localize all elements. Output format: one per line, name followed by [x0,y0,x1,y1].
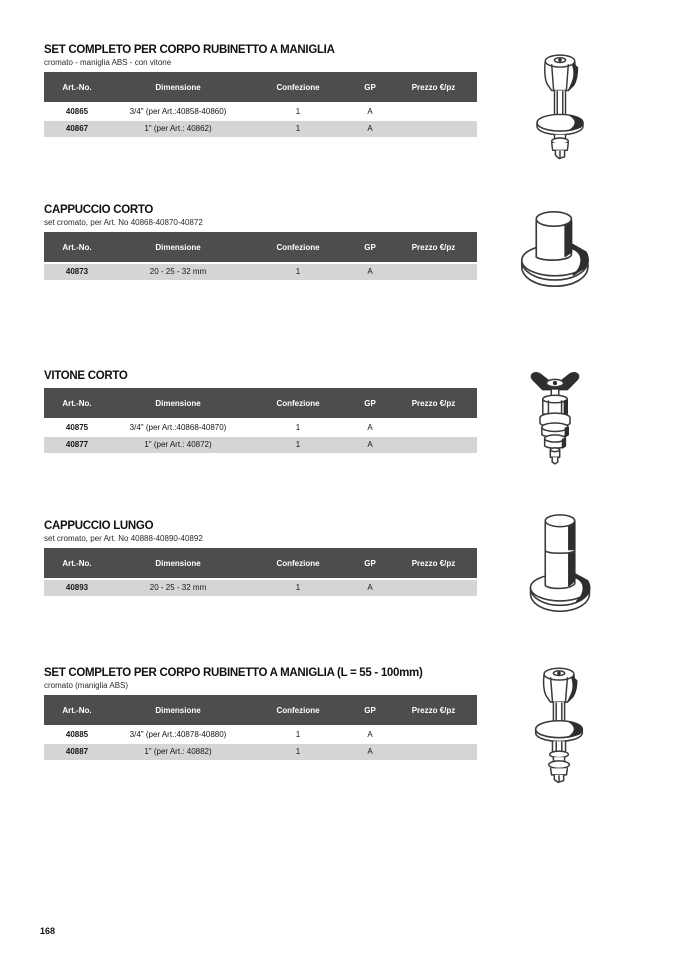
short-headwork-valve-drawing [511,369,599,477]
section-title: SET COMPLETO PER CORPO RUBINETTO A MANIGLIA (L = 55 - 100mm) [44,667,423,679]
section-subtitle: set cromato, per Art. No 40868-40870-40872 [44,218,203,227]
column-header-prezzo: Prezzo €/pz [390,232,477,263]
column-header-confezione: Confezione [246,548,350,579]
cell-confezione: 1 [246,120,350,137]
table-header-row [44,232,477,263]
cell-prezzo [390,436,477,453]
cell-prezzo [390,263,477,280]
column-header-gp: GP [350,72,390,103]
cell-prezzo [390,726,477,743]
cell-gp: A [350,743,390,760]
section-title: SET COMPLETO PER CORPO RUBINETTO A MANIGLIA [44,44,335,56]
table-row [44,579,477,596]
section-subtitle: set cromato, per Art. No 40888-40890-40892 [44,534,203,543]
section-title: VITONE CORTO [44,370,128,382]
cell-art-no: 40875 [44,419,110,436]
short-cap-drawing [497,198,621,302]
cell-prezzo [390,579,477,596]
cell-dimensione: 20 - 25 - 32 mm [110,579,246,596]
table-row [44,726,477,743]
column-header-dimensione: Dimensione [110,388,246,419]
column-header-dimensione: Dimensione [110,232,246,263]
cell-gp: A [350,263,390,280]
product-section-long-cap [44,520,624,597]
table-header-row [44,695,477,726]
table-header-row [44,388,477,419]
column-header-confezione: Confezione [246,72,350,103]
page-number: 168 [40,926,56,936]
price-table [44,695,477,761]
product-section-handle-set-long [44,667,624,761]
section-subtitle: cromato (maniglia ABS) [44,681,129,690]
product-section-short-cap [44,204,624,281]
cell-prezzo [390,120,477,137]
cell-gp: A [350,726,390,743]
table-row [44,120,477,137]
cell-prezzo [390,103,477,120]
product-section-short-headwork [44,370,624,454]
cell-confezione: 1 [246,726,350,743]
table-row [44,419,477,436]
cell-prezzo [390,743,477,760]
column-header-art-no: Art.-No. [44,548,110,579]
section-subtitle: cromato - maniglia ABS - con vitone [44,58,172,67]
table-row [44,263,477,280]
cell-art-no: 40885 [44,726,110,743]
cell-confezione: 1 [246,743,350,760]
table-row [44,743,477,760]
cell-confezione: 1 [246,579,350,596]
column-header-confezione: Confezione [246,232,350,263]
column-header-prezzo: Prezzo €/pz [390,72,477,103]
cell-confezione: 1 [246,419,350,436]
column-header-prezzo: Prezzo €/pz [390,388,477,419]
cell-confezione: 1 [246,263,350,280]
price-table [44,72,477,138]
price-table [44,548,477,597]
product-section-handle-set [44,44,624,138]
cell-gp: A [350,120,390,137]
section-title: CAPPUCCIO LUNGO [44,520,154,532]
column-header-dimensione: Dimensione [110,72,246,103]
cell-confezione: 1 [246,103,350,120]
column-header-art-no: Art.-No. [44,388,110,419]
price-table [44,232,477,281]
column-header-art-no: Art.-No. [44,232,110,263]
cell-art-no: 40865 [44,103,110,120]
tap-handle-set-short-drawing [514,46,606,170]
section-title: CAPPUCCIO CORTO [44,204,154,216]
column-header-confezione: Confezione [246,388,350,419]
cell-dimensione: 20 - 25 - 32 mm [110,263,246,280]
cell-art-no: 40893 [44,579,110,596]
price-table [44,388,477,454]
table-header-row [44,548,477,579]
table-header-row [44,72,477,103]
cell-art-no: 40887 [44,743,110,760]
column-header-prezzo: Prezzo €/pz [390,548,477,579]
column-header-dimensione: Dimensione [110,548,246,579]
column-header-dimensione: Dimensione [110,695,246,726]
cell-art-no: 40877 [44,436,110,453]
long-cap-drawing [499,507,621,625]
cell-dimensione: 3/4" (per Art.:40858-40860) [110,103,246,120]
column-header-art-no: Art.-No. [44,695,110,726]
cell-dimensione: 1" (per Art.: 40872) [110,436,246,453]
table-row [44,436,477,453]
column-header-gp: GP [350,548,390,579]
column-header-prezzo: Prezzo €/pz [390,695,477,726]
cell-confezione: 1 [246,436,350,453]
cell-dimensione: 1" (per Art.: 40862) [110,120,246,137]
cell-dimensione: 1" (per Art.: 40882) [110,743,246,760]
column-header-art-no: Art.-No. [44,72,110,103]
cell-gp: A [350,436,390,453]
column-header-gp: GP [350,388,390,419]
column-header-gp: GP [350,695,390,726]
cell-art-no: 40873 [44,263,110,280]
cell-art-no: 40867 [44,120,110,137]
cell-prezzo [390,419,477,436]
column-header-gp: GP [350,232,390,263]
cell-gp: A [350,419,390,436]
cell-gp: A [350,103,390,120]
tap-handle-set-long-drawing [507,662,611,788]
column-header-confezione: Confezione [246,695,350,726]
cell-gp: A [350,579,390,596]
cell-dimensione: 3/4" (per Art.:40868-40870) [110,419,246,436]
table-row [44,103,477,120]
cell-dimensione: 3/4" (per Art.:40878-40880) [110,726,246,743]
